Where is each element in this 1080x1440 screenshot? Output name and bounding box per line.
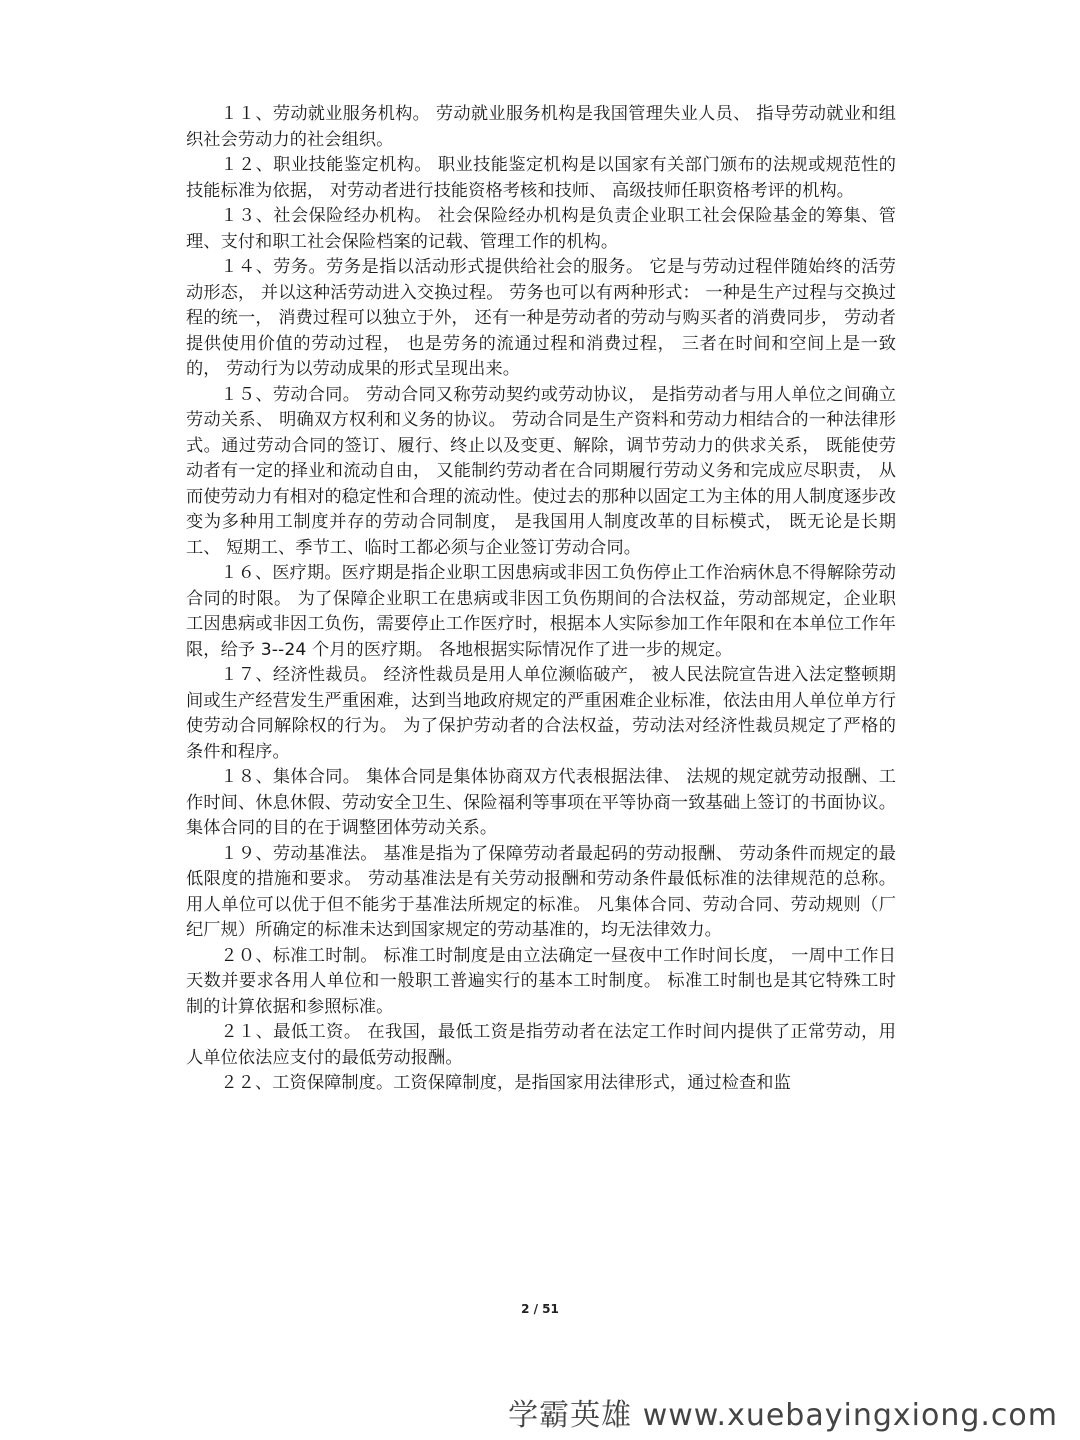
paragraph-17: １７、经济性裁员。 经济性裁员是用人单位濒临破产， 被人民法院宣告进入法定整顿期间或生产经营发生严重困难，达到当地政府规定的严重困难企业标准，依法由用人单位单方行使劳动合同解除权的行为。 为了保护劳动者的合法权益，劳动法对经济性裁员规定了严格的条件和程序。 [186, 665, 896, 762]
paragraph-19: １９、劳动基准法。 基准是指为了保障劳动者最起码的劳动报酬、 劳动条件而规定的最低限度的措施和要求。 劳动基准法是有关劳动报酬和劳动条件最低标准的法律规范的总称。 用人单位可以优于但不能劣于基准法所规定的标准。 凡集体合同、劳动合同、劳动规则（厂纪厂规）所确定的标准未达到国家规定的劳动基准的，均无法律效力。 [186, 843, 896, 940]
paragraph-22: ２２、工资保障制度。工资保障制度，是指国家用法律形式，通过检查和监 [220, 1073, 791, 1093]
page-number: 2 / 51 [521, 1302, 559, 1316]
paragraph-11: １１、劳动就业服务机构。 劳动就业服务机构是我国管理失业人员、 指导劳动就业和组织社会劳动力的社会组织。 [186, 104, 896, 150]
paragraph-16: １６、医疗期。医疗期是指企业职工因患病或非因工负伤停止工作治病休息不得解除劳动合同的时限。 为了保障企业职工在患病或非因工负伤期间的合法权益，劳动部规定，企业职工因患病或非因工负伤，需要停止工作医疗时，根据本人实际参加工作年限和在本单位工作年限，给予 3--24 个月的医疗期。 各地根据实际情况作了进一步的规定。 [186, 563, 896, 660]
document-body [186, 102, 896, 1097]
paragraph-13: １３、社会保险经办机构。 社会保险经办机构是负责企业职工社会保险基金的筹集、管理、支付和职工社会保险档案的记载、管理工作的机构。 [186, 206, 896, 252]
paragraph-14: １４、劳务。劳务是指以活动形式提供给社会的服务。 它是与劳动过程伴随始终的活劳动形态， 并以这种活劳动进入交换过程。 劳务也可以有两种形式： 一种是生产过程与交换过程的统一， 消费过程可以独立于外， 还有一种是劳动者的劳动与购买者的消费同步， 劳动者提供使用价值的劳动过程， 也是劳务的流通过程和消费过程， 三者在时间和空间上是一致的， 劳动行为以劳动成果的形式呈现出来。 [186, 257, 896, 379]
paragraph-15: １５、劳动合同。 劳动合同又称劳动契约或劳动协议， 是指劳动者与用人单位之间确立劳动关系、 明确双方权利和义务的协议。 劳动合同是生产资料和劳动力相结合的一种法律形式。通过劳动合同的签订、履行、终止以及变更、解除，调节劳动力的供求关系， 既能使劳动者有一定的择业和流动自由， 又能制约劳动者在合同期履行劳动义务和完成应尽职责， 从而使劳动力有相对的稳定性和合理的流动性。使过去的那种以固定工为主体的用人制度逐步改变为多种用工制度并存的劳动合同制度， 是我国用人制度改革的目标模式， 既无论是长期工、 短期工、季节工、临时工都必须与企业签订劳动合同。 [186, 384, 896, 558]
paragraph-12: １２、职业技能鉴定机构。 职业技能鉴定机构是以国家有关部门颁布的法规或规范性的技能标准为依据， 对劳动者进行技能资格考核和技师、 高级技师任职资格考评的机构。 [186, 155, 896, 201]
paragraph-21: ２１、最低工资。 在我国，最低工资是指劳动者在法定工作时间内提供了正常劳动，用人单位依法应支付的最低劳动报酬。 [186, 1022, 896, 1068]
site-watermark: 学霸英雄 www.xuebayingxiong.com [508, 1398, 1058, 1433]
paragraph-20: ２０、标准工时制。 标准工时制度是由立法确定一昼夜中工作时间长度， 一周中工作日天数并要求各用人单位和一般职工普遍实行的基本工时制度。 标准工时制也是其它特殊工时制的计算依据和参照标准。 [186, 945, 896, 1017]
paragraph-18: １８、集体合同。 集体合同是集体协商双方代表根据法律、 法规的规定就劳动报酬、工作时间、休息休假、劳动安全卫生、保险福利等事项在平等协商一致基础上签订的书面协议。集体合同的目的在于调整团体劳动关系。 [186, 767, 896, 838]
